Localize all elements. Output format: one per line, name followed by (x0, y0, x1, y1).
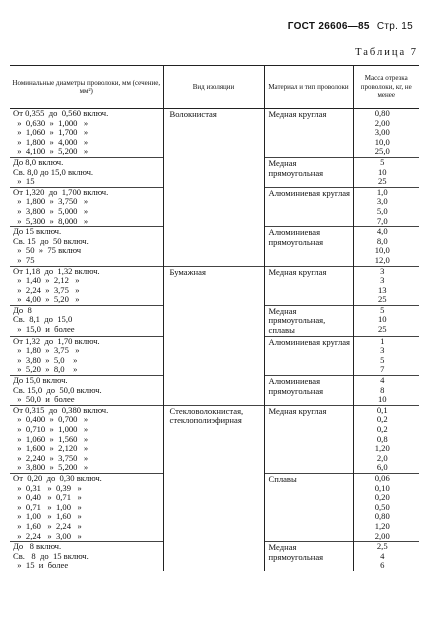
mass-value: 25 (377, 177, 387, 187)
mass-value: 10,0 (374, 246, 390, 256)
mass-value: 0,10 (374, 483, 390, 493)
col-header-mass: Масса отрезка проволоки, кг, не менее (353, 66, 419, 109)
mass-value: 0,1 (376, 405, 388, 415)
diameter-line: » 2,24 » 3,00 » (13, 531, 82, 541)
diameter-line: » 4,00 » 5,20 » (13, 295, 80, 305)
diameter-line: » 2,24 » 3,75 » (13, 285, 80, 295)
mass-value: 0,06 (374, 473, 390, 483)
diameter-line: Св. 15 до 50 включ. (13, 236, 89, 246)
mass-value: 0,50 (374, 502, 390, 512)
insulation-cell: Стекловолокнистая, стеклополиэфирная (163, 405, 264, 571)
diameter-line: До 8 включ. (13, 542, 62, 552)
mass-value: 0,8 (376, 434, 388, 444)
diameter-line: » 50,0 и более (13, 395, 75, 405)
diameter-line: » 5,300 » 8,000 » (13, 216, 89, 226)
mass-value: 2,00 (374, 118, 390, 128)
standard-number: ГОСТ 26606—85 (287, 21, 370, 32)
diameter-line: До 8 (13, 305, 32, 315)
insulation-cell: Бумажная (163, 266, 264, 405)
mass-value: 1 (380, 336, 385, 346)
diameter-cell (10, 305, 163, 336)
mass-value: 5 (380, 355, 385, 365)
mass-cell (353, 109, 419, 158)
mass-value: 3 (380, 346, 385, 356)
material-cell: Медная круглая (264, 266, 353, 305)
diameter-cell (10, 542, 163, 571)
mass-cell (353, 376, 419, 406)
mass-value: 7,0 (376, 216, 388, 226)
mass-value: 6,0 (376, 463, 388, 473)
diameter-cell (10, 266, 163, 305)
mass-cell (353, 187, 419, 226)
diameter-line: » 3,800 » 5,200 » (13, 463, 89, 473)
diameter-cell (10, 336, 163, 375)
mass-cell (353, 227, 419, 266)
mass-value: 4 (380, 551, 385, 561)
mass-value: 1,0 (376, 187, 388, 197)
diameter-line: » 1,60 » 2,24 » (13, 521, 82, 531)
mass-cell (353, 473, 419, 541)
diameter-line: » 2,240 » 3,750 » (13, 453, 89, 463)
mass-value: 0,80 (374, 109, 390, 118)
mass-cell (353, 542, 419, 571)
mass-value: 0,2 (376, 425, 388, 434)
diameter-line: » 5,20 » 8,0 » (13, 365, 78, 375)
diameter-line: » 1,800 » 3,750 » (13, 197, 89, 207)
material-cell: Медная прямоугольная, сплавы (264, 305, 353, 336)
table-row (10, 405, 419, 473)
mass-value: 4,0 (376, 227, 388, 237)
mass-value: 5 (380, 157, 385, 167)
mass-value: 25 (377, 325, 387, 335)
table-row (10, 109, 419, 158)
mass-value: 4 (380, 376, 385, 386)
diameter-line: До 15 включ. (13, 227, 62, 237)
diameter-line: » 1,800 » 4,000 » (13, 137, 89, 147)
diameter-line: » 1,600 » 2,120 » (13, 444, 89, 454)
mass-value: 6 (380, 561, 385, 571)
mass-value: 3 (380, 276, 385, 286)
mass-cell (353, 336, 419, 375)
mass-value: 0,2 (376, 415, 388, 425)
table-body (10, 109, 419, 571)
col-header-insulation: Вид изоляции (163, 66, 264, 109)
diameter-line: » 50 » 75 включ (13, 246, 82, 256)
diameter-cell (10, 109, 163, 158)
mass-value: 3 (380, 266, 385, 276)
mass-cell (353, 405, 419, 473)
col-header-material: Материал и тип проволоки (264, 66, 353, 109)
material-cell: Медная круглая (264, 109, 353, 158)
mass-value: 3,0 (376, 197, 388, 207)
page-header (288, 21, 413, 32)
diameter-cell (10, 376, 163, 406)
diameter-line: До 15,0 включ. (13, 376, 68, 386)
mass-value: 10 (377, 167, 387, 177)
mass-value: 1,20 (374, 521, 390, 531)
mass-table (10, 65, 419, 571)
mass-value: 5,0 (376, 206, 388, 216)
diameter-cell (10, 157, 163, 187)
material-cell: Сплавы (264, 473, 353, 541)
diameter-line: » 75 (13, 255, 35, 265)
diameter-line: » 0,630 » 1,000 » (13, 118, 89, 128)
mass-value: 2,5 (376, 542, 388, 552)
diameter-line: От 1,18 до 1,32 включ. (13, 266, 100, 276)
mass-value: 0,20 (374, 493, 390, 503)
mass-value: 2,00 (374, 531, 390, 541)
diameter-line: » 1,00 » 1,60 » (13, 512, 82, 522)
diameter-cell (10, 473, 163, 541)
material-cell: Медная прямоугольная (264, 542, 353, 571)
table-header-row (10, 66, 419, 109)
diameter-line: » 3,80 » 5,0 » (13, 355, 78, 365)
mass-value: 0,80 (374, 512, 390, 522)
diameter-line: От 0,315 до 0,380 включ. (13, 405, 109, 415)
mass-value: 2,0 (376, 453, 388, 463)
mass-value: 12,0 (374, 255, 390, 265)
diameter-line: От 1,320 до 1,700 включ. (13, 187, 109, 197)
mass-value: 10,0 (374, 137, 390, 147)
table-caption: Таблица 7 (355, 47, 418, 58)
diameter-line: » 1,060 » 1,700 » (13, 128, 89, 138)
diameter-line: От 0,355 до 0,560 включ. (13, 109, 109, 118)
material-cell: Медная круглая (264, 405, 353, 473)
diameter-line: » 0,71 » 1,00 » (13, 502, 82, 512)
mass-value: 25,0 (374, 147, 390, 157)
material-cell: Алюминиевая круглая (264, 187, 353, 226)
diameter-line: » 0,710 » 1,000 » (13, 425, 89, 434)
mass-cell (353, 266, 419, 305)
diameter-line: Св. 8,0 до 15,0 включ. (13, 167, 94, 177)
diameter-line: » 15 (13, 177, 35, 187)
diameter-line: От 1,32 до 1,70 включ. (13, 336, 100, 346)
diameter-line: Св. 8,1 до 15,0 (13, 315, 73, 325)
diameter-line: » 0,400 » 0,700 » (13, 415, 89, 425)
mass-value: 10 (377, 395, 387, 405)
page-number: Стр. 15 (376, 21, 413, 32)
diameter-line: » 1,80 » 3,75 » (13, 346, 80, 356)
mass-value: 10 (377, 315, 387, 325)
mass-value: 8,0 (376, 236, 388, 246)
material-cell: Алюминиевая прямоугольная (264, 227, 353, 266)
mass-value: 25 (377, 295, 387, 305)
mass-value: 5 (380, 305, 385, 315)
mass-cell (353, 305, 419, 336)
table-row (10, 266, 419, 305)
material-cell: Алюминиевая круглая (264, 336, 353, 375)
diameter-line: Св. 8 до 15 включ. (13, 551, 89, 561)
diameter-cell (10, 187, 163, 226)
diameter-cell (10, 405, 163, 473)
diameter-cell (10, 227, 163, 266)
diameter-line: » 4,100 » 5,200 » (13, 147, 89, 157)
diameter-line: До 8,0 включ. (13, 157, 64, 167)
diameter-line: » 1,060 » 1,560 » (13, 434, 89, 444)
diameter-line: » 0,40 » 0,71 » (13, 493, 82, 503)
material-cell: Алюминиевая прямоугольная (264, 376, 353, 406)
diameter-line: » 1,40 » 2,12 » (13, 276, 80, 286)
mass-value: 1,20 (374, 444, 390, 454)
mass-value: 3,00 (374, 128, 390, 138)
mass-value: 7 (380, 365, 385, 375)
diameter-line: » 15 и более (13, 561, 69, 571)
mass-value: 8 (380, 385, 385, 395)
mass-value: 13 (377, 285, 387, 295)
diameter-line: » 0,31 » 0,39 » (13, 483, 82, 493)
diameter-line: » 3,800 » 5,000 » (13, 206, 89, 216)
insulation-cell: Волокнистая (163, 109, 264, 267)
col-header-diameter: Номинальные диаметры проволоки, мм (сечение, мм²) (10, 66, 163, 109)
diameter-line: Св. 15,0 до 50,0 включ. (13, 385, 102, 395)
mass-cell (353, 157, 419, 187)
material-cell: Медная прямоугольная (264, 157, 353, 187)
diameter-line: От 0,20 до 0,30 включ. (13, 473, 102, 483)
diameter-line: » 15,0 и более (13, 325, 75, 335)
